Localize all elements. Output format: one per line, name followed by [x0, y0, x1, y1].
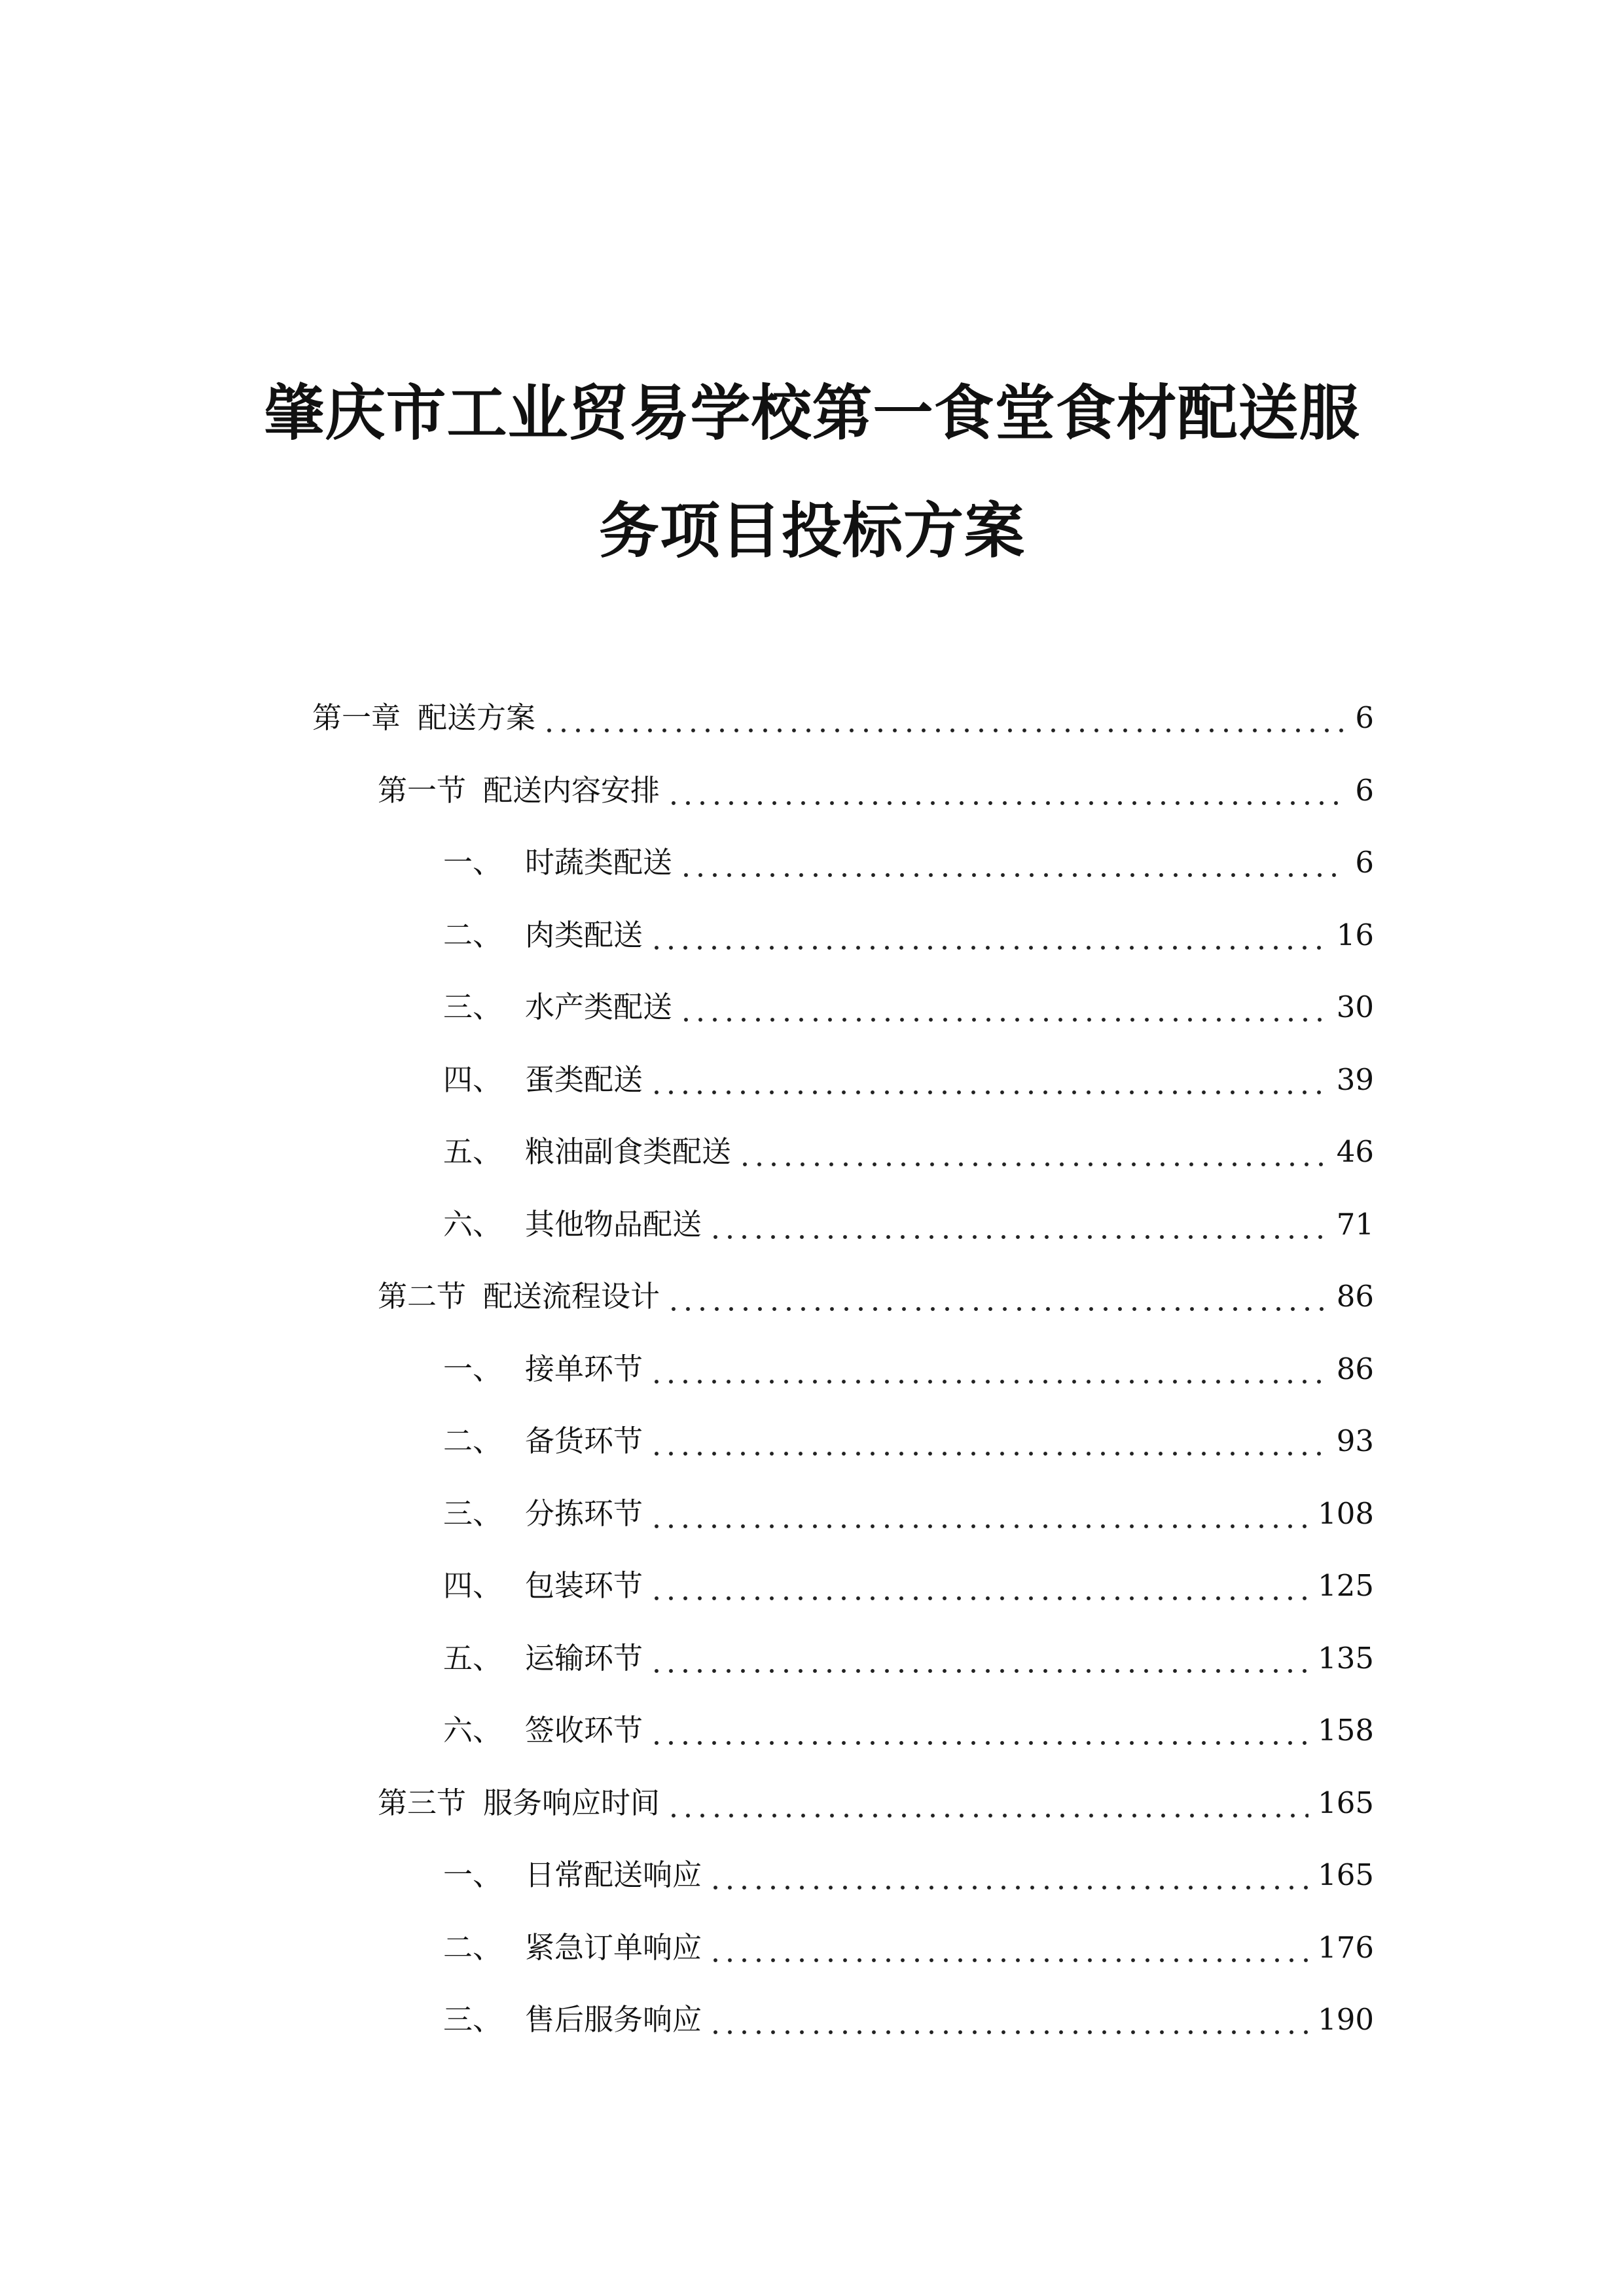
toc-entry[interactable]: [443, 1057, 1374, 1103]
toc-entry-number: 一、: [443, 845, 503, 880]
toc-entry-label: 售后服务响应: [525, 2002, 702, 2037]
document-title-line-2: 务项目投标方案: [598, 495, 1025, 566]
toc-entry-label: 服务响应时间: [483, 1785, 660, 1820]
toc-dot-leader: [708, 1202, 1327, 1247]
toc-entry-number: 六、: [443, 1206, 503, 1242]
toc-dot-leader: [649, 1346, 1327, 1392]
toc-dot-leader: [666, 1780, 1308, 1826]
toc-entry-page-number: 6: [1355, 845, 1374, 880]
toc-entry-number: 三、: [443, 990, 503, 1024]
toc-entry[interactable]: [443, 1997, 1374, 2043]
toc-dot-leader: [649, 1418, 1327, 1464]
toc-entry[interactable]: [443, 1852, 1374, 1898]
toc-entry-page-number: 86: [1336, 1351, 1374, 1386]
toc-entry[interactable]: [312, 695, 1374, 741]
toc-entry[interactable]: [443, 840, 1374, 886]
toc-entry-number: 二、: [443, 1929, 503, 1965]
toc-dot-leader: [708, 1925, 1308, 1971]
toc-dot-leader: [666, 768, 1346, 814]
toc-entry-label: 配送方案: [418, 700, 536, 735]
toc-entry-page-number: 165: [1318, 1857, 1374, 1892]
toc-entry-page-number: 6: [1355, 772, 1374, 808]
toc-entry[interactable]: [378, 1780, 1374, 1826]
toc-dot-leader: [708, 1997, 1308, 2043]
toc-entry-page-number: 46: [1336, 1134, 1374, 1169]
toc-entry-number: 第一章: [312, 700, 401, 735]
toc-entry-label: 运输环节: [525, 1640, 643, 1676]
toc-dot-leader: [708, 1852, 1308, 1898]
toc-entry-label: 配送内容安排: [483, 772, 660, 808]
toc-entry-page-number: 190: [1318, 2002, 1374, 2037]
toc-entry[interactable]: [443, 1129, 1374, 1175]
toc-entry-page-number: 158: [1318, 1713, 1374, 1748]
toc-entry-page-number: 71: [1336, 1206, 1374, 1242]
toc-entry-number: 第一节: [378, 772, 467, 808]
toc-entry-number: 四、: [443, 1062, 503, 1097]
toc-entry-number: 二、: [443, 1424, 503, 1458]
toc-dot-leader: [649, 912, 1327, 958]
toc-entry-page-number: 135: [1318, 1640, 1374, 1676]
toc-entry[interactable]: [443, 1346, 1374, 1392]
toc-entry-label: 粮油副食类配送: [525, 1134, 732, 1169]
toc-entry-label: 配送流程设计: [483, 1279, 660, 1314]
toc-entry-label: 签收环节: [525, 1713, 643, 1748]
toc-entry-label: 分拣环节: [525, 1496, 643, 1531]
toc-entry-page-number: 108: [1318, 1496, 1374, 1531]
toc-entry-page-number: 30: [1336, 990, 1374, 1024]
toc-dot-leader: [542, 695, 1346, 741]
toc-entry-label: 紧急订单响应: [525, 1929, 702, 1965]
toc-entry-label: 接单环节: [525, 1351, 643, 1386]
toc-entry-page-number: 125: [1318, 1568, 1374, 1603]
toc-entry[interactable]: [443, 1202, 1374, 1247]
toc-entry[interactable]: [443, 984, 1374, 1030]
toc-entry-number: 四、: [443, 1568, 503, 1603]
toc-entry[interactable]: [443, 1418, 1374, 1464]
toc-entry-number: 三、: [443, 2002, 503, 2037]
toc-entry-page-number: 6: [1355, 700, 1374, 735]
toc-entry-number: 第三节: [378, 1785, 467, 1820]
toc-entry-label: 包装环节: [525, 1568, 643, 1603]
toc-entry[interactable]: [443, 1491, 1374, 1537]
toc-entry-page-number: 16: [1336, 917, 1374, 952]
toc-entry-page-number: 93: [1336, 1424, 1374, 1458]
toc-dot-leader: [738, 1129, 1327, 1175]
toc-entry-number: 一、: [443, 1857, 503, 1892]
toc-entry-label: 备货环节: [525, 1424, 643, 1458]
toc-entry[interactable]: [443, 1925, 1374, 1971]
toc-dot-leader: [679, 984, 1327, 1030]
toc-entry-label: 日常配送响应: [525, 1857, 702, 1892]
toc-dot-leader: [666, 1274, 1327, 1319]
toc-entry-number: 第二节: [378, 1279, 467, 1314]
toc-entry-page-number: 176: [1318, 1929, 1374, 1965]
toc-entry-label: 其他物品配送: [525, 1206, 702, 1242]
toc-entry[interactable]: [443, 1563, 1374, 1609]
toc-dot-leader: [649, 1708, 1308, 1753]
toc-entry[interactable]: [443, 912, 1374, 958]
toc-entry[interactable]: [443, 1636, 1374, 1681]
toc-entry-label: 水产类配送: [525, 990, 673, 1024]
toc-dot-leader: [649, 1491, 1308, 1537]
toc-entry-number: 五、: [443, 1134, 503, 1169]
toc-dot-leader: [649, 1057, 1327, 1103]
toc-entry[interactable]: [378, 768, 1374, 814]
toc-entry-label: 时蔬类配送: [525, 845, 673, 880]
toc-entry[interactable]: [378, 1274, 1374, 1319]
toc-dot-leader: [679, 840, 1346, 886]
toc-entry-label: 肉类配送: [525, 917, 643, 952]
toc-entry-number: 五、: [443, 1640, 503, 1676]
toc-entry-number: 三、: [443, 1496, 503, 1531]
toc-entry-page-number: 165: [1318, 1785, 1374, 1820]
toc-dot-leader: [649, 1636, 1308, 1681]
toc-entry-label: 蛋类配送: [525, 1062, 643, 1097]
toc-entry-number: 二、: [443, 917, 503, 952]
toc-entry-number: 一、: [443, 1351, 503, 1386]
toc-entry-page-number: 86: [1336, 1279, 1374, 1314]
toc-entry-number: 六、: [443, 1713, 503, 1748]
toc-entry-page-number: 39: [1336, 1062, 1374, 1097]
toc-dot-leader: [649, 1563, 1308, 1609]
toc-entry[interactable]: [443, 1708, 1374, 1753]
document-title-line-1: 肇庆市工业贸易学校第一食堂食材配送服: [264, 378, 1360, 448]
